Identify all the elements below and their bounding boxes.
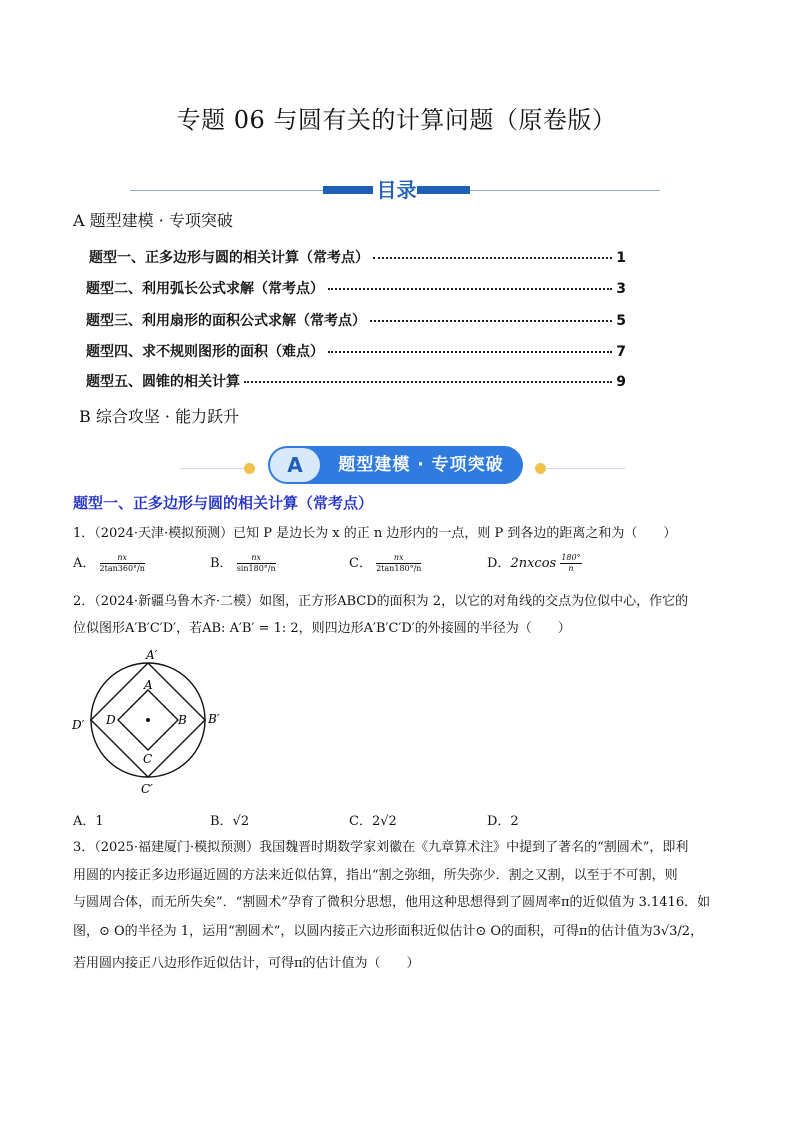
banner-text: 题型建模 · 专项突破 <box>338 455 504 475</box>
toc-item-label: 题型二、利用弧长公式求解（常考点） <box>86 281 324 297</box>
toc-item-5[interactable] <box>86 371 626 391</box>
q2-line2: 位似图形A′B′C′D′，若AB: A′B′ = 1: 2，则四边形A′B′C′D′的外接圆的半径为（ ） <box>73 621 571 636</box>
toc-item-page: 5 <box>616 313 626 329</box>
toc-item-page: 1 <box>616 250 626 266</box>
q3-line2: 用圆的内接正多边形逼近圆的方法来近似估算，指出“割之弥细，所失弥少．割之又割，以至于不可割，则 <box>73 868 678 883</box>
banner-letter: A <box>270 448 320 482</box>
q1-option-d[interactable]: D．2nxcos $\frac{180^\circ}{n}$ <box>487 553 581 573</box>
label-c: C <box>143 752 153 766</box>
q1-option-b[interactable]: B． $\frac{nx}{\sin 180^\circ/n}$ <box>210 553 276 573</box>
q1-option-c[interactable]: C． $\frac{nx}{2\tan 180^\circ/n}$ <box>349 553 422 573</box>
label-d-prime: D′ <box>72 718 85 732</box>
section-a-label: A 题型建模 · 专项突破 <box>73 211 233 230</box>
q2-option-b[interactable]: B．√2 <box>210 814 250 829</box>
q3-line4: 图，⊙ O的半径为 1，运用“割圆术”，以圆内接正六边形面积近似估计⊙ O的面积，可得π的估计值为3√3/2， <box>73 924 704 939</box>
q2-option-c[interactable]: C．2√2 <box>349 814 397 829</box>
page-title: 专题 06 与圆有关的计算问题（原卷版） <box>176 106 617 134</box>
banner-dot-left <box>244 463 255 474</box>
toc-item-page: 7 <box>616 344 626 360</box>
label-d: D <box>106 713 116 727</box>
toc-item-page: 3 <box>616 281 626 297</box>
label-c-prime: C′ <box>141 782 153 796</box>
q3-line5: 若用圆内接正八边形作近似估计，可得π的估计值为（ ） <box>73 956 420 971</box>
toc-item-1[interactable] <box>89 247 626 267</box>
toc-item-label: 题型四、求不规则图形的面积（难点） <box>86 344 324 360</box>
toc-item-label: 题型五、圆锥的相关计算 <box>86 374 240 390</box>
label-b-prime: B′ <box>208 712 220 726</box>
label-b: B <box>178 713 187 727</box>
toc-item-2[interactable] <box>86 278 626 298</box>
center-point <box>146 718 150 722</box>
label-a: A <box>144 678 153 692</box>
label-a-prime: A′ <box>146 648 158 662</box>
q3-line3: 与圆周合体，而无所失矣”．“割圆术”孕育了微积分思想，他用这种思想得到了圆周率π的近似值为 3.1416．如 <box>73 895 711 910</box>
q2-option-d[interactable]: D．2 <box>487 814 519 829</box>
toc-item-4[interactable] <box>86 341 626 361</box>
q2-figure <box>70 645 230 800</box>
q1-option-a[interactable]: A． $\frac{nx}{2\tan 360^\circ/n}$ <box>73 553 145 573</box>
q2-line1: 2．（2024·新疆乌鲁木齐·二模）如图，正方形ABCD的面积为 2，以它的对角线的交点为位似中心，作它的 <box>73 594 689 609</box>
toc-item-label: 题型三、利用扇形的面积公式求解（常考点） <box>86 313 366 329</box>
toc-heading: 目录 <box>376 178 417 202</box>
toc-item-3[interactable] <box>86 310 626 330</box>
toc-item-label: 题型一、正多边形与圆的相关计算（常考点） <box>89 250 369 266</box>
q3-line1: 3．（2025·福建厦门·模拟预测）我国魏晋时期数学家刘徽在《九章算术注》中提到了著名的“割圆术”，即利 <box>73 840 689 855</box>
toc-item-page: 9 <box>616 374 626 390</box>
banner-line-right <box>545 468 625 469</box>
type1-heading: 题型一、正多边形与圆的相关计算（常考点） <box>73 494 374 512</box>
q2-option-a[interactable]: A．1 <box>73 814 104 829</box>
q1-stem: 1．（2024·天津·模拟预测）已知 P 是边长为 x 的正 n 边形内的一点，则 P 到各边的距离之和为（ ） <box>73 526 677 541</box>
banner-line-left <box>180 468 248 469</box>
section-b-label: B 综合攻坚 · 能力跃升 <box>79 407 240 426</box>
